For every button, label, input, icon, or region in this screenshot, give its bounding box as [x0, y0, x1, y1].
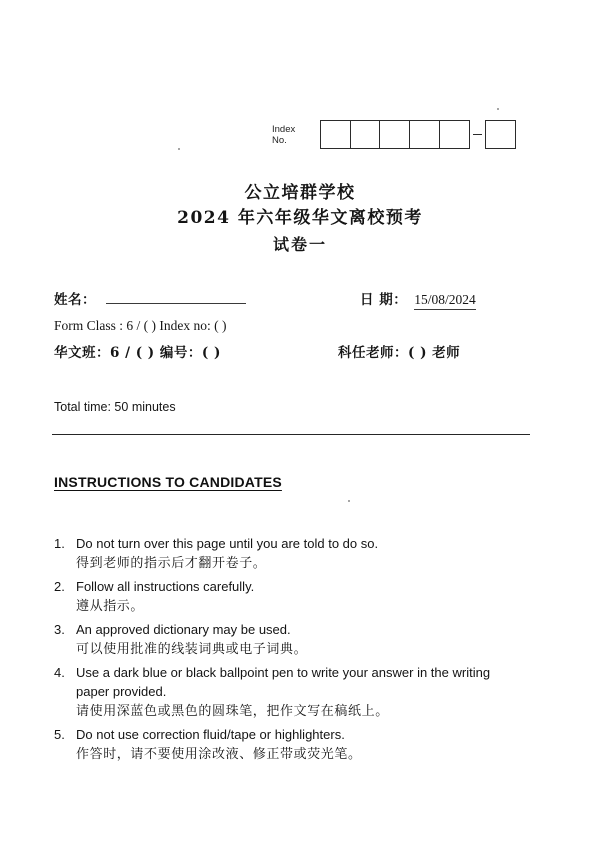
- index-no-label-line1: Index: [272, 123, 296, 135]
- instruction-number: 1.: [54, 536, 65, 551]
- scan-speck: [348, 500, 350, 502]
- date-group: [360, 288, 476, 310]
- instruction-body: [76, 663, 524, 722]
- list-item: [54, 577, 524, 617]
- index-no-label-line2: No.: [272, 135, 287, 146]
- index-digit-box[interactable]: [439, 120, 470, 149]
- instruction-number: 4.: [54, 665, 65, 680]
- index-digit-box[interactable]: [350, 120, 381, 149]
- index-no-label: [272, 124, 320, 147]
- instruction-text-cn: 作答时，请不要使用涂改液、修正带或荧光笔。: [76, 747, 362, 762]
- instructions-list: [54, 534, 524, 768]
- page-title-group: [0, 181, 600, 258]
- index-digit-box[interactable]: [379, 120, 410, 149]
- name-label: 姓名：: [54, 292, 96, 308]
- instruction-text-en: Do not use correction fluid/tape or highlighters.: [76, 727, 345, 742]
- total-time-label: Total time: 50 minutes: [54, 400, 176, 414]
- form-class-label-en[interactable]: Form Class : 6 / ( ) Index no: ( ): [54, 318, 227, 333]
- instruction-number: 3.: [54, 622, 65, 637]
- scan-speck: [497, 108, 499, 110]
- instruction-text-en: Follow all instructions carefully.: [76, 579, 255, 594]
- list-item: [54, 725, 524, 765]
- paper-label: 试卷一: [272, 235, 327, 254]
- date-label: 日 期：: [360, 292, 408, 308]
- instruction-text-en: An approved dictionary may be used.: [76, 622, 291, 637]
- form-class-row-cn: [54, 341, 546, 367]
- index-check-digit-box[interactable]: [485, 120, 516, 149]
- school-name: 公立培群学校: [244, 183, 356, 203]
- list-item: [54, 620, 524, 660]
- instruction-text-en: Do not turn over this page until you are told to do so.: [76, 536, 379, 551]
- index-no-block: [272, 120, 516, 149]
- instruction-text-cn: 遵从指示。: [76, 599, 145, 614]
- instruction-body: [76, 577, 524, 617]
- instruction-body: [76, 620, 524, 660]
- index-no-boxes: [320, 120, 516, 149]
- form-class-row-en: [54, 318, 546, 341]
- index-digit-box[interactable]: [320, 120, 351, 149]
- instruction-text-en: Use a dark blue or black ballpoint pen to write your answer in the writing paper provided.: [76, 665, 491, 699]
- date-value[interactable]: 15/08/2024: [414, 292, 476, 310]
- form-class-label-cn[interactable]: 华文班：6 / ( ) 编号：( ): [54, 345, 221, 361]
- index-separator-dash: [473, 134, 482, 136]
- scan-speck: [178, 148, 180, 150]
- candidate-form: [54, 288, 546, 367]
- list-item: [54, 663, 524, 722]
- name-input-blank[interactable]: [106, 291, 246, 304]
- instruction-number: 2.: [54, 579, 65, 594]
- instruction-number: 5.: [54, 727, 65, 742]
- instruction-body: [76, 725, 524, 765]
- exam-title: 2024 年六年级华文离校预考: [177, 208, 423, 228]
- section-divider: [52, 434, 530, 435]
- instruction-text-cn: 可以使用批准的线装词典或电子词典。: [76, 642, 308, 657]
- index-digit-box[interactable]: [409, 120, 440, 149]
- instruction-text-cn: 得到老师的指示后才翻开卷子。: [76, 556, 267, 571]
- instructions-heading: INSTRUCTIONS TO CANDIDATES: [54, 474, 282, 490]
- subject-teacher-label[interactable]: 科任老师：( ) 老师: [338, 345, 461, 361]
- name-date-row: [54, 288, 546, 318]
- instruction-body: [76, 534, 524, 574]
- instruction-text-cn: 请使用深蓝色或黑色的圆珠笔，把作文写在稿纸上。: [76, 704, 389, 719]
- list-item: [54, 534, 524, 574]
